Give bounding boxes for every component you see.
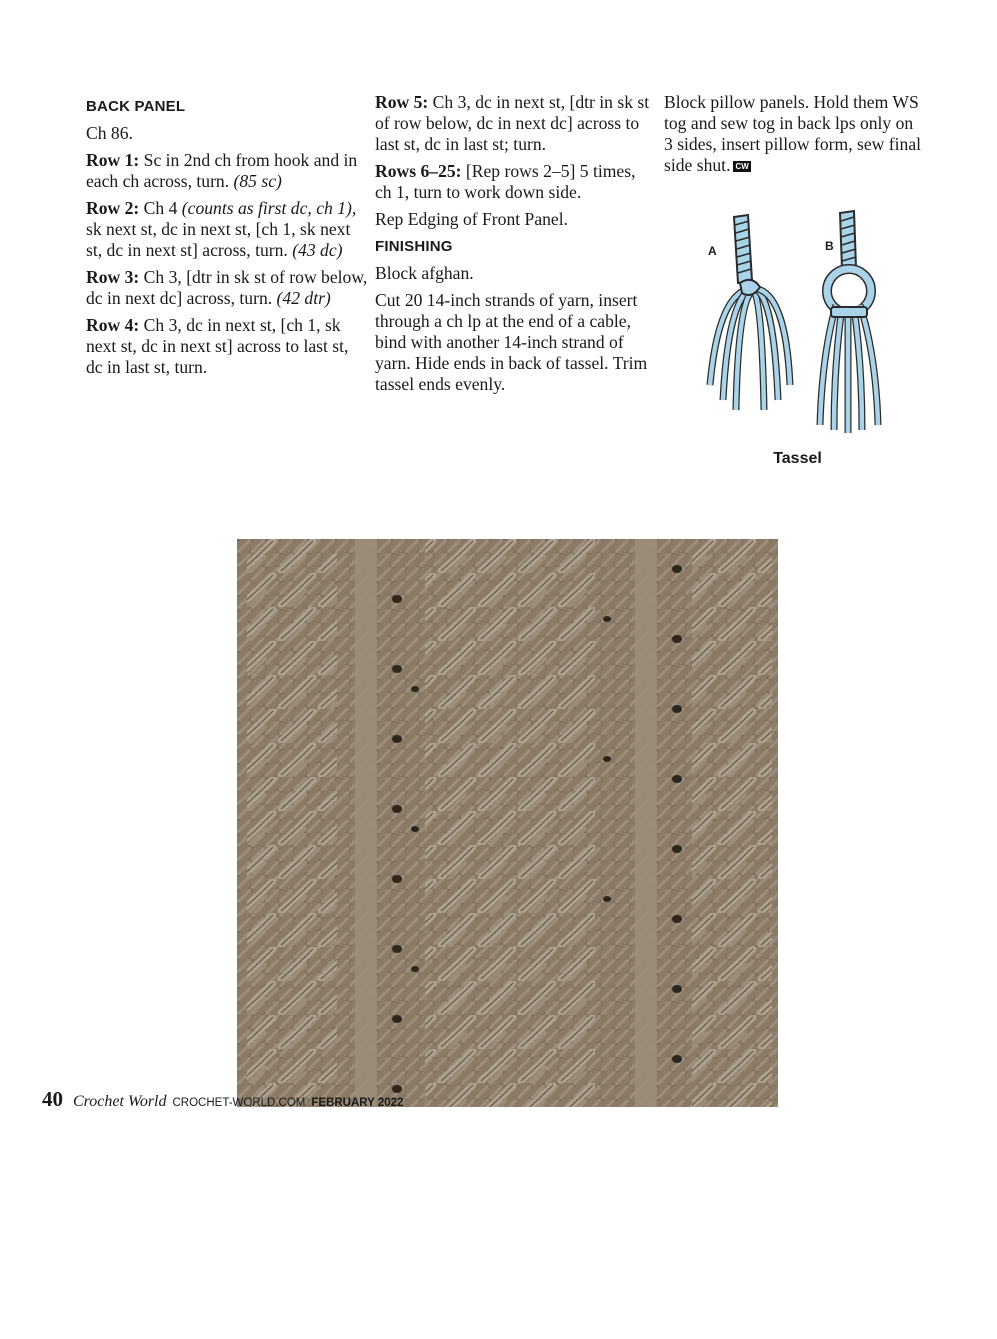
row-4-label: Row 4:: [86, 315, 140, 335]
tassel-diagram: [690, 205, 905, 475]
row-1-text: Sc in 2nd ch from hook and in each ch across, turn.: [86, 150, 358, 191]
column-back-panel: [86, 92, 368, 384]
row-1-count: (85 sc): [233, 171, 282, 191]
row-2-instruction: [86, 198, 368, 261]
row-5-label: Row 5:: [375, 92, 429, 112]
tassel-a-strands: [710, 280, 790, 410]
tassel-caption: Tassel: [773, 450, 822, 467]
row-3-instruction: [86, 267, 368, 309]
rows-6-25-label: Rows 6–25:: [375, 161, 462, 181]
tassel-instruction: Cut 20 14-inch strands of yarn, insert through a ch lp at the end of a cable, bind with another 14-inch strand of yarn. Hide ends in back of tassel. Trim tassel ends evenly.: [375, 290, 648, 394]
end-mark-icon: CW: [735, 162, 749, 171]
row-3-count: (42 dtr): [276, 288, 331, 308]
crochet-swatch-photo: [237, 539, 778, 1107]
block-pillow-text: Block pillow panels. Hold them WS tog and sew tog in back lps only on 3 sides, insert pillow form, sew final side shut.: [664, 92, 922, 175]
row-1-instruction: [86, 150, 368, 192]
issue-date: FEBRUARY 2022: [311, 1097, 404, 1109]
tassel-b-twisted-cord: [840, 211, 856, 269]
tassel-a-twisted-cord: [734, 215, 752, 283]
row-5-text: Ch 3, dc in next st, [dtr in sk st of row below, dc in next dc] across to last st, dc in last st; turn.: [375, 92, 650, 154]
rep-edging-instruction: Rep Edging of Front Panel.: [375, 209, 569, 229]
row-2-count: (43 dc): [292, 240, 343, 260]
row-2-label: Row 2:: [86, 198, 140, 218]
rows-6-25-text: [Rep rows 2–5] 5 times, ch 1, turn to work down side.: [375, 161, 636, 202]
column-finishing: [375, 92, 650, 401]
rows-6-25-instruction: [375, 161, 650, 203]
website: CROCHET-WORLD.COM: [172, 1097, 306, 1109]
row-1-label: Row 1:: [86, 150, 140, 170]
tassel-b-loop-and-strands: [820, 269, 878, 433]
row-2-note: (counts as first dc, ch 1),: [181, 198, 357, 218]
page-footer: [42, 1087, 403, 1112]
tassel-a-label: A: [708, 244, 717, 258]
magazine-name: Crochet World: [73, 1093, 167, 1110]
block-pillow-instruction: [664, 92, 924, 176]
row-4-text: Ch 3, dc in next st, [ch 1, sk next st, dc in next st] across to last st, dc in last st, turn.: [86, 315, 349, 377]
row-4-instruction: [86, 315, 368, 378]
row-3-text: Ch 3, [dtr in sk st of row below, dc in next dc] across, turn.: [86, 267, 368, 308]
row-5-instruction: [375, 92, 650, 155]
row-2-text-a: Ch 4: [139, 198, 182, 218]
swatch-cable-columns: [247, 539, 772, 1107]
chain-instruction: Ch 86.: [86, 123, 133, 143]
finishing-heading: FINISHING: [375, 238, 453, 255]
block-afghan-instruction: Block afghan.: [375, 263, 474, 283]
tassel-b-label: B: [825, 239, 834, 253]
page-number: 40: [42, 1087, 63, 1111]
row-2-text-b: sk next st, dc in next st, [ch 1, sk next st, dc in next st] across, turn.: [86, 219, 351, 260]
row-3-label: Row 3:: [86, 267, 140, 287]
column-pillow: [664, 92, 924, 182]
back-panel-heading: BACK PANEL: [86, 98, 186, 115]
tassel-illustration: [690, 205, 905, 445]
tassel-a-drawing: [710, 215, 790, 410]
crochet-swatch-image: [237, 539, 778, 1107]
